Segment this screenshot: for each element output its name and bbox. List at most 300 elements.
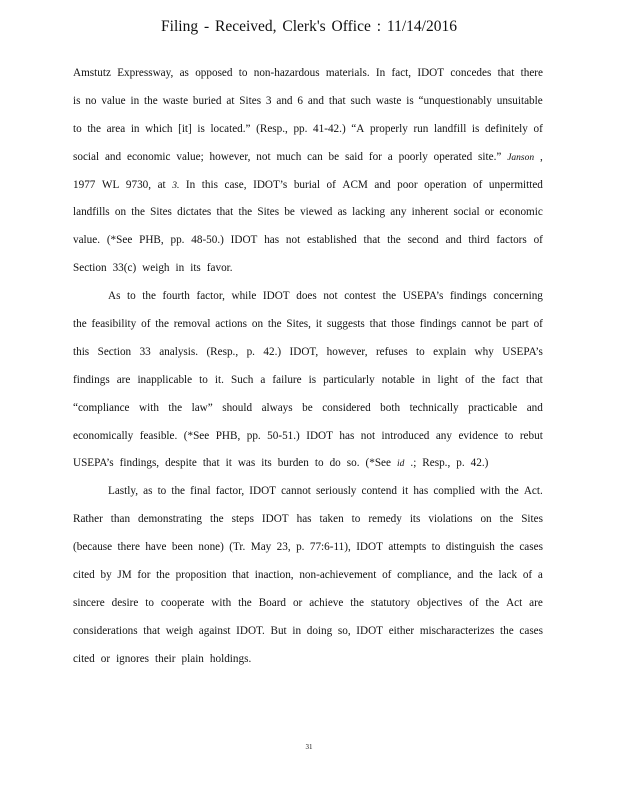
word: and (445, 234, 462, 247)
word: IDOT (249, 485, 276, 498)
word: that (369, 318, 387, 331)
text-line (73, 206, 543, 234)
word: is (406, 94, 414, 107)
word: why (474, 345, 494, 358)
word: Board (258, 596, 287, 609)
word: In (375, 67, 386, 79)
word: not (360, 429, 376, 442)
word: Sites (257, 206, 280, 219)
word: id (397, 459, 405, 470)
word: or (292, 596, 303, 609)
word: 6 (297, 94, 303, 107)
word: of (326, 178, 336, 191)
word: always (261, 401, 293, 414)
word: IDOT (417, 67, 445, 79)
word: to (73, 122, 82, 135)
word: burial (293, 178, 320, 191)
word: of (472, 178, 483, 191)
word: for (137, 569, 151, 582)
word: Act. (523, 485, 543, 498)
word: 3. (172, 180, 180, 191)
word: removal (173, 318, 211, 331)
word: to (157, 485, 167, 498)
word: the (500, 541, 514, 554)
word: value; (176, 150, 204, 163)
word: the (87, 122, 101, 135)
word: Section (97, 345, 132, 358)
word: considered (322, 401, 371, 414)
word: practicable (468, 401, 518, 414)
word: Lastly, (108, 485, 139, 498)
word: cannot (461, 318, 492, 331)
word: As (108, 290, 121, 303)
text-line (73, 402, 543, 430)
word: Act (506, 596, 523, 609)
word: economically (73, 429, 134, 442)
word: in (292, 624, 302, 637)
word: materials. (325, 67, 370, 79)
word: economic (499, 206, 543, 219)
word: landfills (73, 206, 110, 219)
text-line (73, 457, 543, 485)
word: statutory (370, 596, 411, 609)
word: ignores (116, 652, 150, 665)
text-line (73, 569, 543, 597)
word: IDOT. (236, 624, 265, 637)
word: USEPA’s (73, 457, 114, 470)
word: proposition (175, 569, 227, 582)
word: and (307, 94, 324, 107)
word: be (284, 206, 295, 219)
word: while (231, 290, 257, 303)
word: feasibility (91, 318, 137, 331)
word: light (437, 373, 459, 386)
word: for (368, 150, 382, 163)
word: there (117, 541, 140, 554)
text-line (73, 597, 543, 625)
word: the (144, 94, 158, 107)
word: non-hazardous (253, 67, 320, 79)
word: actions (215, 318, 247, 331)
word: waste (375, 94, 402, 107)
word: 33 (139, 345, 151, 358)
word: the (387, 234, 401, 247)
word: a (260, 373, 266, 386)
word: findings (449, 290, 487, 303)
word: p. (456, 457, 465, 470)
text-line (73, 151, 543, 179)
text-line (73, 262, 543, 290)
word: [it] (178, 122, 192, 135)
word: this (201, 178, 218, 191)
word: inherent (411, 206, 449, 219)
word: findings (419, 318, 457, 331)
word: cooperate (160, 596, 205, 609)
word: have (145, 541, 167, 554)
word: findings, (119, 457, 160, 470)
word: USEPA’s (402, 290, 444, 303)
word: that (202, 457, 220, 470)
word: non-achievement (299, 569, 377, 582)
word: steps (231, 513, 254, 526)
word: (Tr. (229, 541, 246, 554)
word: cannot (281, 485, 311, 498)
word: there (520, 67, 543, 79)
text-line (73, 234, 543, 262)
word: introduced (381, 429, 430, 442)
word: despite (165, 457, 197, 470)
word: cited (73, 652, 95, 665)
word: of (141, 318, 151, 331)
word: in (130, 122, 140, 135)
word: refuses (375, 345, 408, 358)
word: third (468, 234, 490, 247)
word: so. (346, 457, 360, 470)
word: to (416, 345, 425, 358)
word: technically (409, 401, 459, 414)
word: pp. (246, 429, 261, 442)
word: contest (344, 290, 376, 303)
word: is (308, 373, 317, 386)
word: located.” (210, 122, 251, 135)
word: taken (319, 513, 344, 526)
word: findings (73, 373, 110, 386)
word: 3 (265, 94, 272, 107)
word: pp. (293, 122, 308, 135)
text-line (73, 346, 543, 374)
word: USEPA’s (502, 345, 543, 358)
text-line (73, 179, 543, 207)
word: (Resp., (206, 345, 239, 358)
word: rebut (519, 429, 543, 442)
text-line (73, 541, 543, 569)
word: JM (117, 569, 132, 582)
word: burden (277, 457, 309, 470)
word: IDOT (262, 290, 290, 303)
word: considerations (73, 624, 138, 637)
word: evidence (458, 429, 499, 442)
word: are (116, 373, 131, 386)
word: as (179, 67, 189, 79)
word: be (328, 150, 340, 163)
word: be (495, 318, 507, 331)
word: has (264, 234, 280, 247)
word: either (388, 624, 415, 637)
word: its (261, 457, 272, 470)
word: against (198, 624, 231, 637)
text-line (73, 67, 543, 95)
word: 42.) (470, 457, 489, 470)
text-line (73, 95, 543, 123)
word: it (225, 457, 232, 470)
word: to (504, 429, 514, 442)
word: the (73, 318, 87, 331)
word: site.” (478, 150, 502, 163)
word: the (142, 290, 156, 303)
text-line (73, 430, 543, 458)
word: social (453, 206, 480, 219)
word: cases (519, 541, 543, 554)
word: value. (73, 234, 101, 247)
word: that (232, 569, 250, 582)
word: with (139, 401, 159, 414)
text-line (73, 513, 543, 541)
word: that (328, 94, 346, 107)
word: the (485, 596, 500, 609)
word: (because (73, 541, 113, 554)
word: IDOT (356, 541, 383, 554)
word: the (481, 373, 496, 386)
word: IDOT (356, 624, 384, 637)
word: on (251, 318, 264, 331)
word: mischaracterizes (419, 624, 495, 637)
word: p. (246, 345, 255, 358)
word: it (315, 318, 323, 331)
word: in (175, 262, 185, 275)
word: or (484, 206, 495, 219)
word: p. (296, 541, 305, 554)
word: social (73, 150, 100, 163)
word: dictates (177, 206, 212, 219)
word: and (374, 178, 391, 191)
word: should (222, 401, 253, 414)
word: pp. (170, 234, 185, 247)
word: fact, (391, 67, 412, 79)
word: notable (381, 373, 415, 386)
word: operated (433, 150, 473, 163)
word: second (407, 234, 439, 247)
word: by (100, 569, 112, 582)
word: not (285, 234, 301, 247)
word: complied (433, 485, 475, 498)
word: or (100, 652, 111, 665)
word: 9730, (125, 178, 152, 191)
word: on (114, 206, 127, 219)
word: value (101, 94, 126, 107)
word: failure (272, 373, 302, 386)
word: “A (351, 122, 365, 135)
word: opposed (195, 67, 233, 79)
word: no (85, 94, 97, 107)
word: a (387, 150, 393, 163)
word: to (431, 541, 441, 554)
word: both (380, 401, 401, 414)
word: IDOT, (289, 345, 319, 358)
word: 42.) (263, 345, 282, 358)
word: holdings. (209, 652, 252, 665)
word: Sites (239, 94, 262, 107)
word: concerning (493, 290, 543, 303)
word: not (256, 150, 271, 163)
word: particularly (323, 373, 375, 386)
word: inaction, (254, 569, 294, 582)
word: properly (369, 122, 408, 135)
word: those (391, 318, 415, 331)
word: run (413, 122, 429, 135)
word: of (533, 318, 543, 331)
word: the (382, 290, 397, 303)
word: the (168, 401, 183, 414)
word: Resp., (422, 457, 451, 470)
word: demonstrating (138, 513, 203, 526)
word: however, (326, 345, 368, 358)
word: Amstutz (73, 67, 111, 79)
word: to (199, 373, 208, 386)
word: the (155, 318, 169, 331)
word: unsuitable (496, 94, 543, 107)
word: which (145, 122, 173, 135)
word: the (479, 569, 493, 582)
word: that (525, 373, 543, 386)
word: Sites, (286, 318, 311, 331)
word: a (537, 569, 543, 582)
word: case, (224, 178, 247, 191)
word: the (209, 513, 224, 526)
word: of (533, 122, 543, 135)
word: (*See (365, 457, 391, 470)
text-line (73, 625, 543, 653)
word: the (238, 206, 253, 219)
word: doing (306, 624, 333, 637)
word: its (409, 513, 421, 526)
word: IDOT (230, 234, 258, 247)
word: is (73, 94, 81, 107)
word: cited (73, 569, 95, 582)
word: of (522, 569, 533, 582)
word: compliance, (397, 569, 452, 582)
word: has (339, 429, 355, 442)
word: the (499, 513, 514, 526)
word: part (511, 318, 529, 331)
word: 41-42.) (313, 122, 346, 135)
word: lack (498, 569, 518, 582)
word: so, (337, 624, 351, 637)
word: the (171, 485, 186, 498)
word: 33(c) (112, 262, 137, 275)
word: it. (214, 373, 224, 386)
word: that (363, 234, 381, 247)
word: been (171, 541, 193, 554)
word: desire (111, 596, 139, 609)
word: .; (410, 457, 417, 470)
word: weigh (165, 624, 194, 637)
word: was (237, 457, 256, 470)
word: as (337, 206, 347, 219)
word: however, (209, 150, 251, 163)
word: May (250, 541, 272, 554)
word: economic (126, 150, 171, 163)
word: that (497, 67, 515, 79)
word: achieve (309, 596, 344, 609)
word: But (270, 624, 287, 637)
word: in (130, 94, 140, 107)
word: its (190, 262, 201, 275)
word: does (296, 290, 317, 303)
word: as (143, 485, 153, 498)
word: to (238, 67, 248, 79)
word: that (143, 624, 161, 637)
word: on (480, 513, 492, 526)
word: their (155, 652, 176, 665)
word: of (469, 596, 479, 609)
word: are (529, 596, 543, 609)
word: feasible. (139, 429, 178, 442)
word: (*See (183, 429, 210, 442)
word: the (350, 596, 364, 609)
word: not (323, 290, 338, 303)
text-line (73, 653, 543, 681)
word: Rather (73, 513, 103, 526)
text-line (73, 485, 543, 513)
word: and (104, 150, 122, 163)
word: 48-50.) (191, 234, 224, 247)
word: remedy (368, 513, 402, 526)
word: violations (428, 513, 473, 526)
word: Sites (521, 513, 543, 526)
word: and (457, 569, 474, 582)
word: and (526, 401, 543, 414)
filing-stamp-header: Filing - Received, Clerk's Office : 11/14/2016 (161, 18, 457, 35)
word: seriously (316, 485, 357, 498)
word: has (413, 485, 429, 498)
word: than (110, 513, 131, 526)
text-line (73, 290, 543, 318)
word: (*See (106, 234, 133, 247)
word: that (216, 206, 234, 219)
word: it (402, 485, 409, 498)
word: with (211, 596, 232, 609)
word: established (307, 234, 357, 247)
word: (Resp., (256, 122, 288, 135)
word: this (73, 345, 90, 358)
word: In (185, 178, 196, 191)
word: do (329, 457, 341, 470)
word: landfill (433, 122, 467, 135)
word: inapplicable (137, 373, 193, 386)
word: analysis. (159, 345, 199, 358)
word: the (500, 624, 514, 637)
word: poorly (398, 150, 428, 163)
word: to (351, 513, 361, 526)
word: operation (424, 178, 467, 191)
word: suggests (326, 318, 365, 331)
word: with (480, 485, 500, 498)
word: factor, (215, 485, 245, 498)
word: final (190, 485, 211, 498)
word: PHB, (139, 234, 164, 247)
page-number: 31 (305, 743, 313, 751)
word: objectives (416, 596, 463, 609)
word: IDOT (306, 429, 333, 442)
word: the (238, 596, 252, 609)
word: the (505, 485, 519, 498)
word: fact (502, 373, 519, 386)
word: IDOT (261, 513, 289, 526)
word: none) (198, 541, 224, 554)
word: area (106, 122, 126, 135)
word: plain (181, 652, 204, 665)
word: cases (519, 624, 543, 637)
word: viewed (300, 206, 333, 219)
word: said (344, 150, 363, 163)
word: favor. (206, 262, 233, 275)
word: can (307, 150, 323, 163)
word: at (226, 94, 235, 107)
word: is (471, 122, 480, 135)
word: and (276, 94, 293, 107)
text-line (73, 123, 543, 151)
word: lacking (352, 206, 386, 219)
